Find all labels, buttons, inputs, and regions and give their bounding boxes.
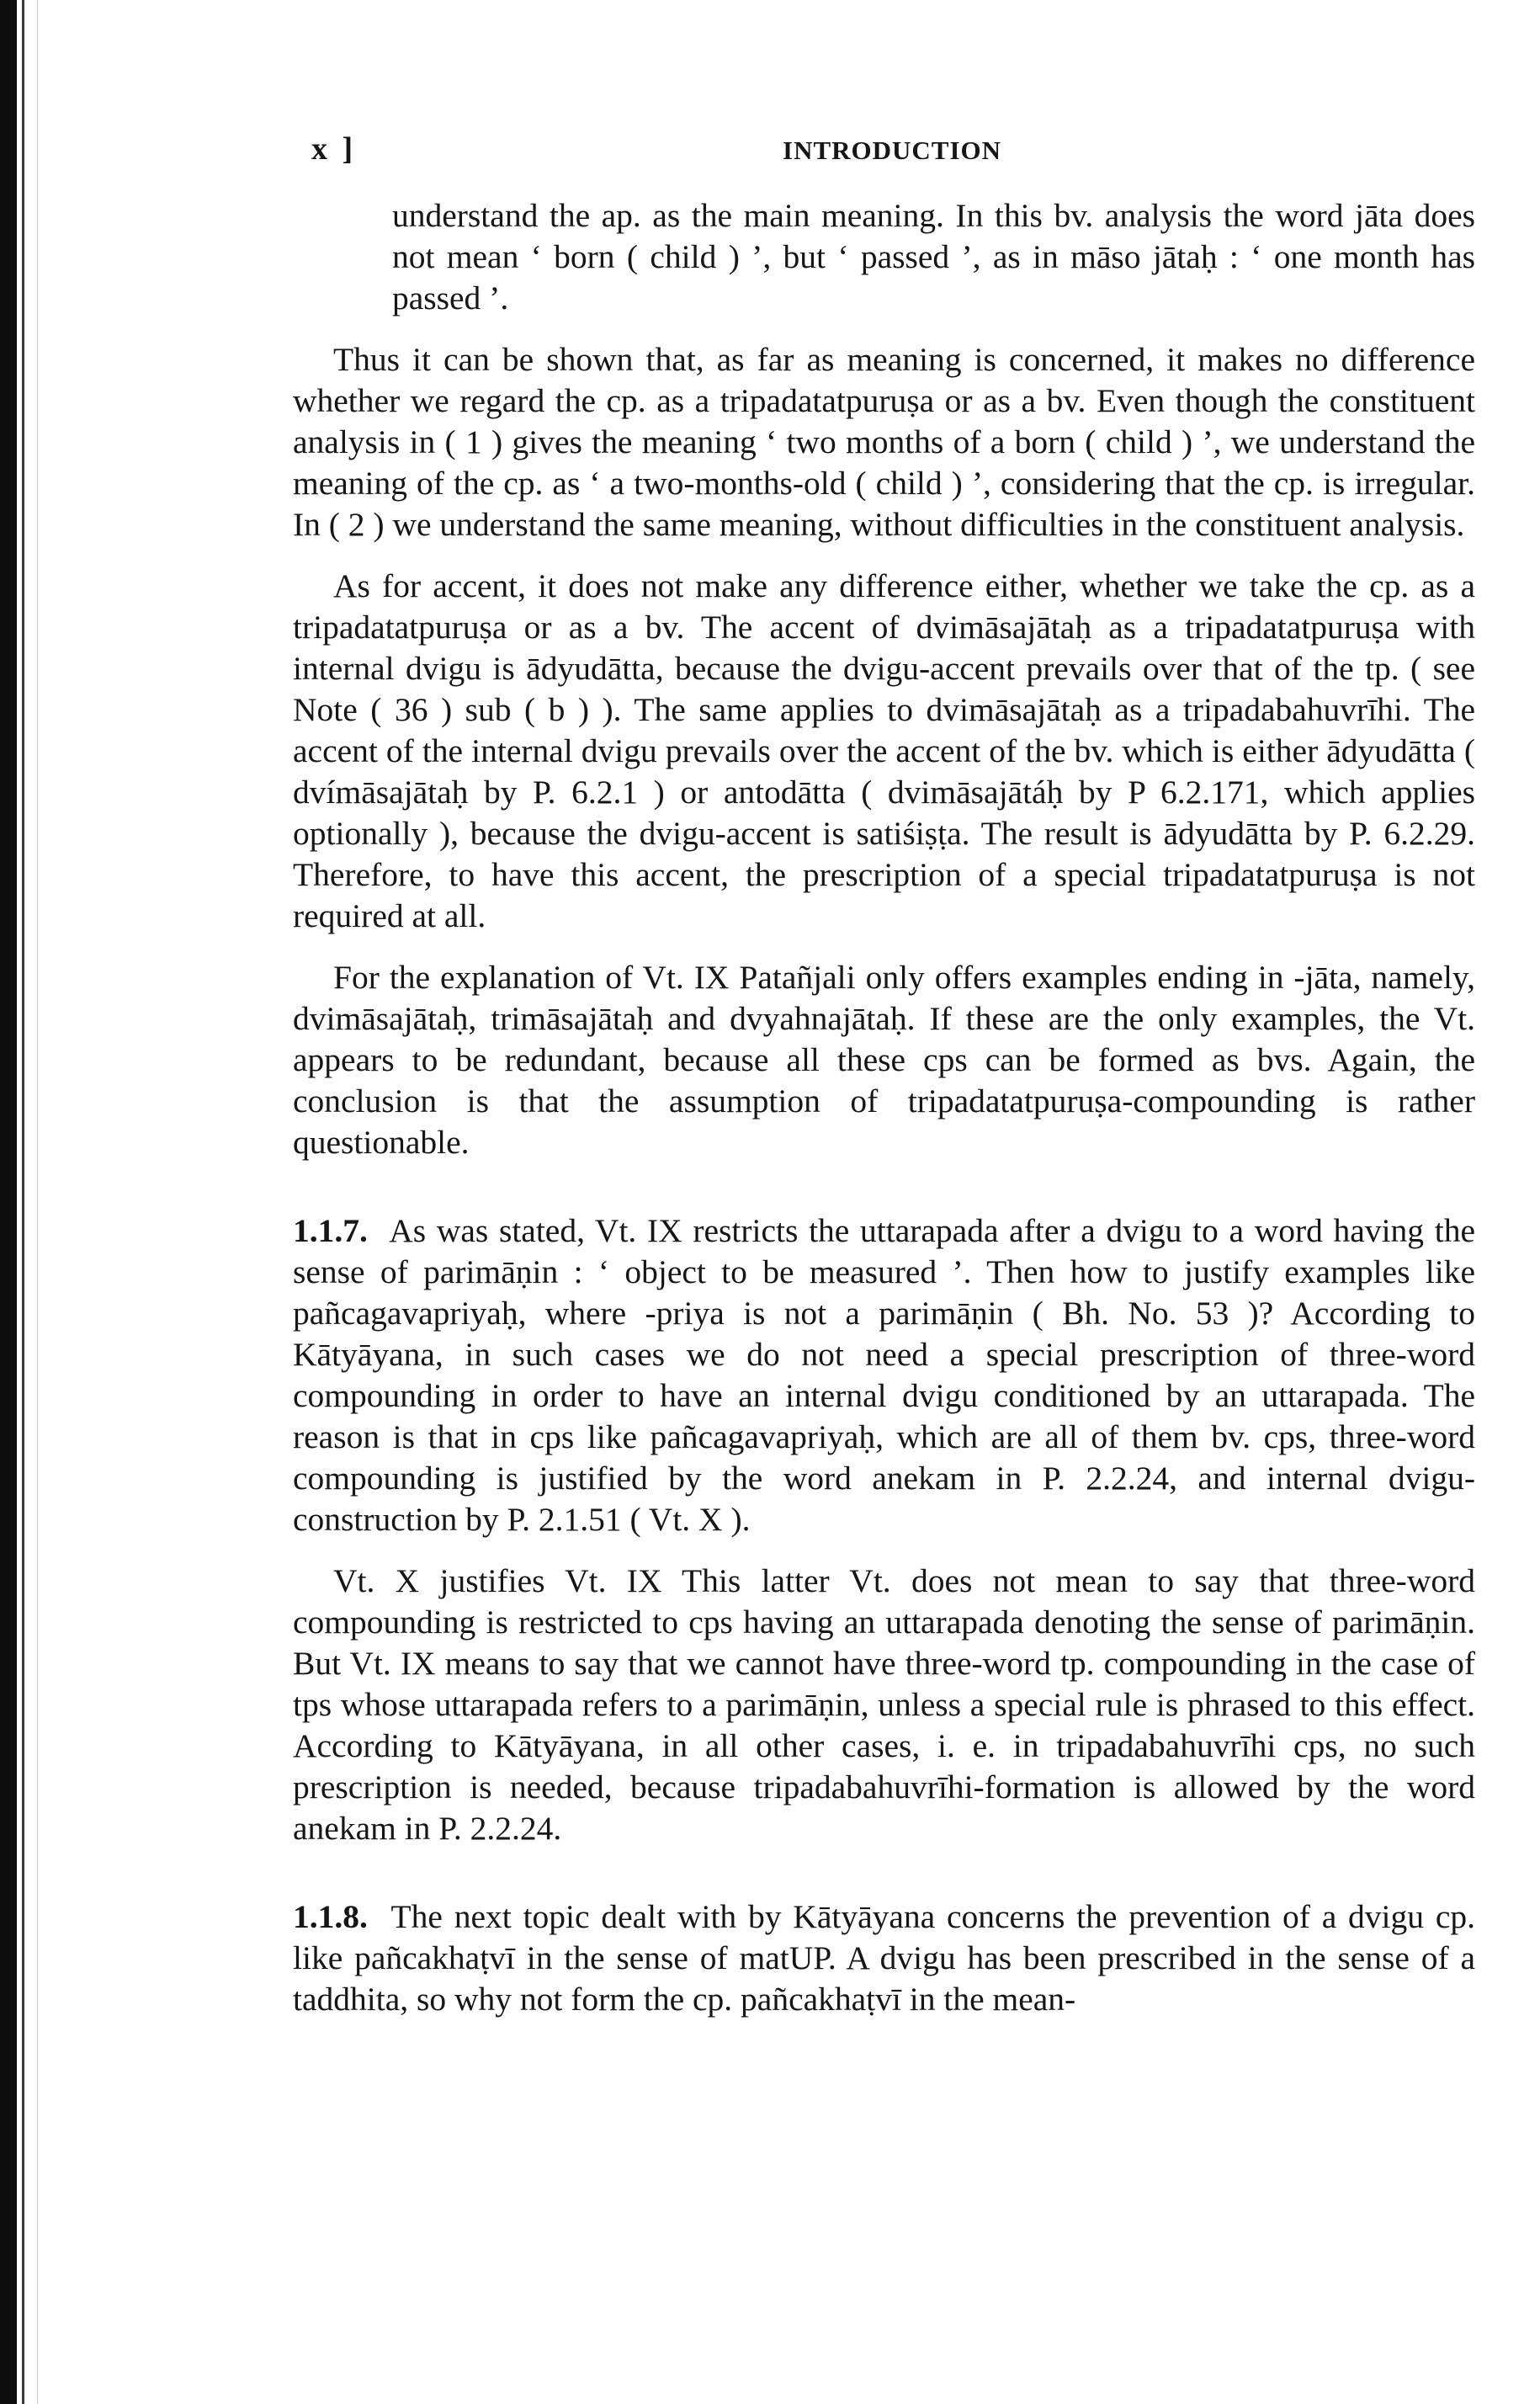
page-body: [293, 195, 1475, 2020]
section-number: 1.1.8.: [293, 1898, 368, 1935]
page-gutter-shadow: [0, 0, 17, 2404]
section-1-1-7: [293, 1210, 1475, 1540]
paragraph: Thus it can be shown that, as far as meaning is concerned, it makes no difference whether we regard the cp. as a tripadatatpuruṣa or as a bv. Even though the constituent analysis in ( 1 ) gives the meaning ‘ two months of a born ( child ) ’, we understand the meaning of the cp. as ‘ a two-months-old ( child ) ’, considering that the cp. is irregular. In ( 2 ) we understand the same meaning, without difficulties in the constituent analysis.: [293, 341, 1475, 543]
page-number: x ]: [311, 131, 357, 167]
page-gutter-faint-line: [37, 0, 38, 2404]
running-title: INTRODUCTION: [783, 136, 1002, 165]
paragraph: For the explanation of Vt. IX Patañjali only offers examples ending in -jāta, namely, dvimāsajātaḥ, trimāsajātaḥ and dvyahnajātaḥ. If these are the only examples, the Vt. appears to be redundant, because all these cps can be formed as bvs. Again, the conclusion is that the assumption of tripadatatpuruṣa-compounding is rather questionable.: [293, 959, 1475, 1161]
running-header: [311, 130, 1473, 173]
section-1-1-8: [293, 1896, 1475, 2020]
section-text: The next topic dealt with by Kātyāyana concerns the prevention of a dvigu cp. like pañcakhaṭvī in the sense of matUP. A dvigu has been prescribed in the sense of a taddhita, so why not form the cp. pañcakhaṭvī in the mean-: [293, 1898, 1476, 2018]
paragraph: As for accent, it does not make any difference either, whether we take the cp. as a tripadatatpuruṣa or as a bv. The accent of dvimāsajātaḥ as a tripadatatpuruṣa with internal dvigu is ādyudātta, because the dvigu-accent prevails over that of the tp. ( see Note ( 36 ) sub ( b ) ). The same applies to dvimāsajātaḥ as a tripadabahuvrīhi. The accent of the internal dvigu prevails over the accent of the bv. which is either ādyudātta ( dvímāsajātaḥ by P. 6.2.1 ) or antodātta ( dvimāsajātáḥ by P 6.2.171, which applies optionally ), because the dvigu-accent is satiśiṣṭa. The result is ādyudātta by P. 6.2.29. Therefore, to have this accent, the prescription of a special tripadatatpuruṣa is not required at all.: [293, 567, 1475, 934]
page-gutter-line: [22, 0, 24, 2404]
section-text: As was stated, Vt. IX restricts the uttarapada after a dvigu to a word having the sense of parimāṇin : ‘ object to be measured ’. Then how to justify examples like pañcagavapriyaḥ, where -priya is not a parimāṇin ( Bh. No. 53 )? According to Kātyāyana, in such cases we do not need a special prescription of three-word compounding in order to have an internal dvigu conditioned by an uttarapada. The reason is that in cps like pañcagavapriyaḥ, which are all of them bv. cps, three-word compounding is justified by the word anekam in P. 2.2.24, and internal dvigu-construction by P. 2.1.51 ( Vt. X ).: [293, 1212, 1475, 1538]
paragraph: Vt. X justifies Vt. IX This latter Vt. does not mean to say that three-word compounding is restricted to cps having an uttarapada denoting the sense of parimāṇin. But Vt. IX means to say that we cannot have three-word tp. compounding in the case of tps whose uttarapada refers to a parimāṇin, unless a special rule is phrased to this effect. According to Kātyāyana, in all other cases, i. e. in tripadabahuvrīhi cps, no such prescription is needed, because tripadabahuvrīhi-formation is allowed by the word anekam in P. 2.2.24.: [293, 1562, 1475, 1847]
paragraph-continuation: understand the ap. as the main meaning. In this bv. analysis the word jāta does not mean ‘ born ( child ) ’, but ‘ passed ’, as in māso jātaḥ : ‘ one month has passed ’.: [392, 197, 1475, 316]
section-number: 1.1.7.: [293, 1212, 368, 1249]
